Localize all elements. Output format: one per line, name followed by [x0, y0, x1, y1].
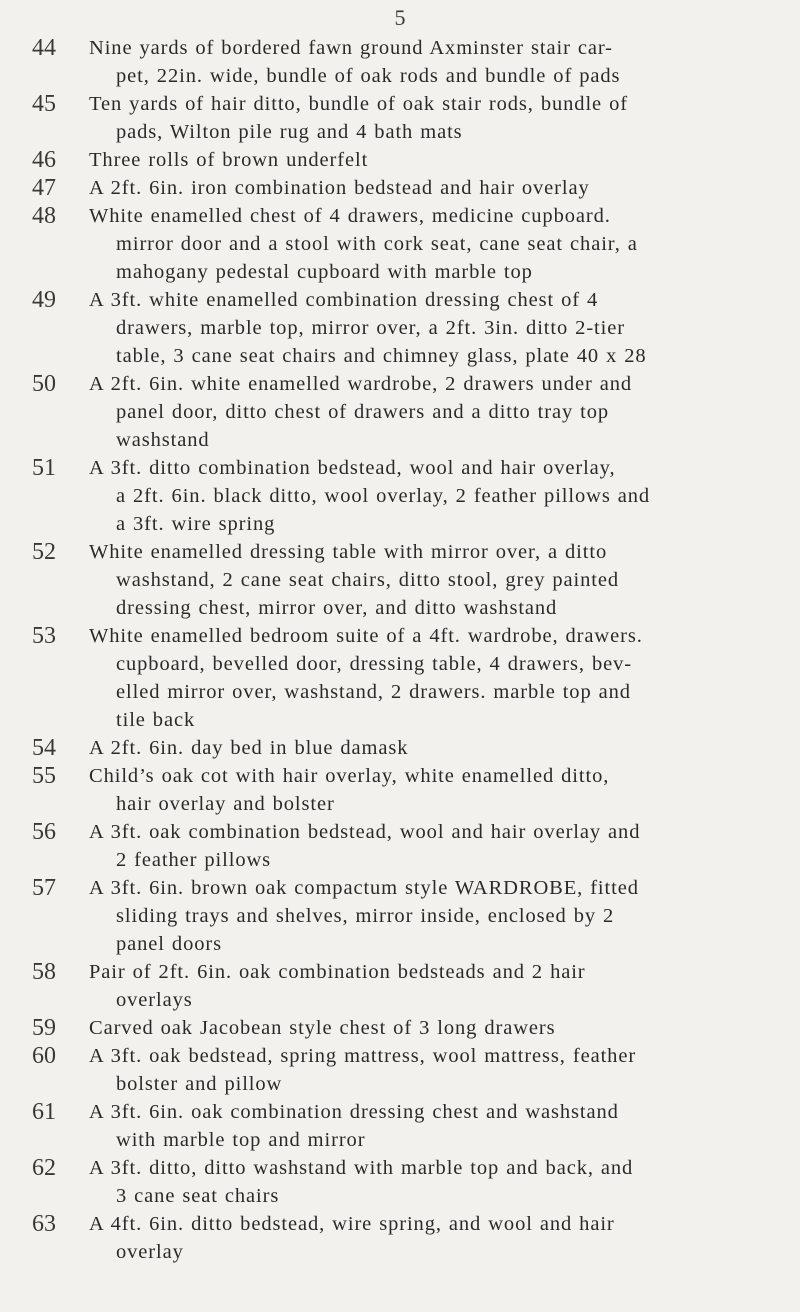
lot-number: 46	[32, 147, 56, 173]
lot-description-line: sliding trays and shelves, mirror inside, enclosed by 2	[116, 905, 615, 927]
lot-description	[89, 90, 795, 146]
lot-description-line: A 3ft. oak bedstead, spring mattress, wool mattress, feather	[89, 1045, 637, 1067]
lot-description	[89, 734, 795, 762]
lot-description-line: dressing chest, mirror over, and ditto washstand	[116, 597, 558, 619]
lot-description-line: bolster and pillow	[116, 1073, 283, 1095]
lot-description-line: Three rolls of brown underfelt	[89, 149, 369, 171]
lot-description-line: a 2ft. 6in. black ditto, wool overlay, 2 feather pillows and	[116, 485, 651, 507]
lot-description	[89, 1042, 795, 1098]
lot-description-line: mirror door and a stool with cork seat, cane seat chair, a	[116, 233, 638, 255]
lot-number: 60	[32, 1043, 56, 1069]
lot-description-line: Nine yards of bordered fawn ground Axminster stair car-	[89, 37, 613, 59]
lot-number: 57	[32, 875, 56, 901]
lot-description-line: Pair of 2ft. 6in. oak combination bedsteads and 2 hair	[89, 961, 586, 983]
lot-description-line: pet, 22in. wide, bundle of oak rods and bundle of pads	[116, 65, 621, 87]
lot-description	[89, 1210, 795, 1266]
lot-description	[89, 286, 795, 370]
lot-description-line: table, 3 cane seat chairs and chimney glass, plate 40 x 28	[116, 345, 647, 367]
lot-description-line: washstand	[116, 429, 210, 451]
lot-description-line: Carved oak Jacobean style chest of 3 long drawers	[89, 1017, 556, 1039]
lot-number: 63	[32, 1211, 56, 1237]
lot-number: 50	[32, 371, 56, 397]
lot-description-line: Ten yards of hair ditto, bundle of oak stair rods, bundle of	[89, 93, 628, 115]
lot-description	[89, 538, 795, 622]
lot-description	[89, 454, 795, 538]
lot-number: 55	[32, 763, 56, 789]
lot-description-line: A 2ft. 6in. iron combination bedstead and hair overlay	[89, 177, 590, 199]
lot-description-line: 2 feather pillows	[116, 849, 272, 871]
lot-description	[89, 174, 795, 202]
lot-number: 53	[32, 623, 56, 649]
lot-description-line: drawers, marble top, mirror over, a 2ft. 3in. ditto 2-tier	[116, 317, 625, 339]
lot-description-line: washstand, 2 cane seat chairs, ditto stool, grey painted	[116, 569, 620, 591]
lot-description	[89, 146, 795, 174]
lot-description-line: White enamelled dressing table with mirror over, a ditto	[89, 541, 608, 563]
lot-description-line: panel doors	[116, 933, 222, 955]
page-number: 5	[394, 5, 406, 30]
lot-description-line: with marble top and mirror	[116, 1129, 366, 1151]
lot-description-line: A 3ft. white enamelled combination dressing chest of 4	[89, 289, 599, 311]
lot-description-line: elled mirror over, washstand, 2 drawers. marble top and	[116, 681, 631, 703]
lot-description-line: White enamelled bedroom suite of a 4ft. wardrobe, drawers.	[89, 625, 643, 647]
lot-number: 62	[32, 1155, 56, 1181]
lot-description-line: A 2ft. 6in. white enamelled wardrobe, 2 drawers under and	[89, 373, 633, 395]
lot-description-line: A 2ft. 6in. day bed in blue damask	[89, 737, 409, 759]
lot-description-line: Child’s oak cot with hair overlay, white enamelled ditto,	[89, 765, 610, 787]
lot-description	[89, 958, 795, 1014]
lot-description	[89, 818, 795, 874]
lot-number: 52	[32, 539, 56, 565]
lot-description-line: A 3ft. 6in. oak combination dressing chest and washstand	[89, 1101, 619, 1123]
lot-description-line: White enamelled chest of 4 drawers, medicine cupboard.	[89, 205, 611, 227]
lot-description	[89, 622, 795, 734]
lot-number: 48	[32, 203, 56, 229]
lot-description	[89, 34, 795, 90]
lot-description	[89, 762, 795, 818]
lot-description-line: A 4ft. 6in. ditto bedstead, wire spring, and wool and hair	[89, 1213, 615, 1235]
lot-number: 54	[32, 735, 56, 761]
lot-number: 56	[32, 819, 56, 845]
lot-description-line: A 3ft. ditto, ditto washstand with marble top and back, and	[89, 1157, 634, 1179]
lot-number: 59	[32, 1015, 56, 1041]
lot-description-line: 3 cane seat chairs	[116, 1185, 280, 1207]
lot-description	[89, 874, 795, 958]
lot-number: 58	[32, 959, 56, 985]
lot-description-line: A 3ft. oak combination bedstead, wool and hair overlay and	[89, 821, 641, 843]
lot-description-line: cupboard, bevelled door, dressing table, 4 drawers, bev-	[116, 653, 632, 675]
lot-description-line: mahogany pedestal cupboard with marble top	[116, 261, 533, 283]
lot-description-line: A 3ft. ditto combination bedstead, wool and hair overlay,	[89, 457, 616, 479]
lot-description	[89, 1098, 795, 1154]
lot-description	[89, 1154, 795, 1210]
lot-number: 44	[32, 35, 56, 61]
lot-description	[89, 370, 795, 454]
lot-description-line: panel door, ditto chest of drawers and a ditto tray top	[116, 401, 610, 423]
lot-number: 61	[32, 1099, 56, 1125]
lot-description	[89, 202, 795, 286]
lot-description-line: overlay	[116, 1241, 184, 1263]
lot-description	[89, 1014, 795, 1042]
lot-number: 51	[32, 455, 56, 481]
lot-description-line: a 3ft. wire spring	[116, 513, 276, 535]
lot-description-line: tile back	[116, 709, 196, 731]
lot-number: 45	[32, 91, 56, 117]
lot-number: 47	[32, 175, 56, 201]
lot-number: 49	[32, 287, 56, 313]
lot-description-line: pads, Wilton pile rug and 4 bath mats	[116, 121, 463, 143]
lot-description-line: overlays	[116, 989, 193, 1011]
lot-description-line: A 3ft. 6in. brown oak compactum style WARDROBE, fitted	[89, 877, 639, 899]
lot-description-line: hair overlay and bolster	[116, 793, 335, 815]
